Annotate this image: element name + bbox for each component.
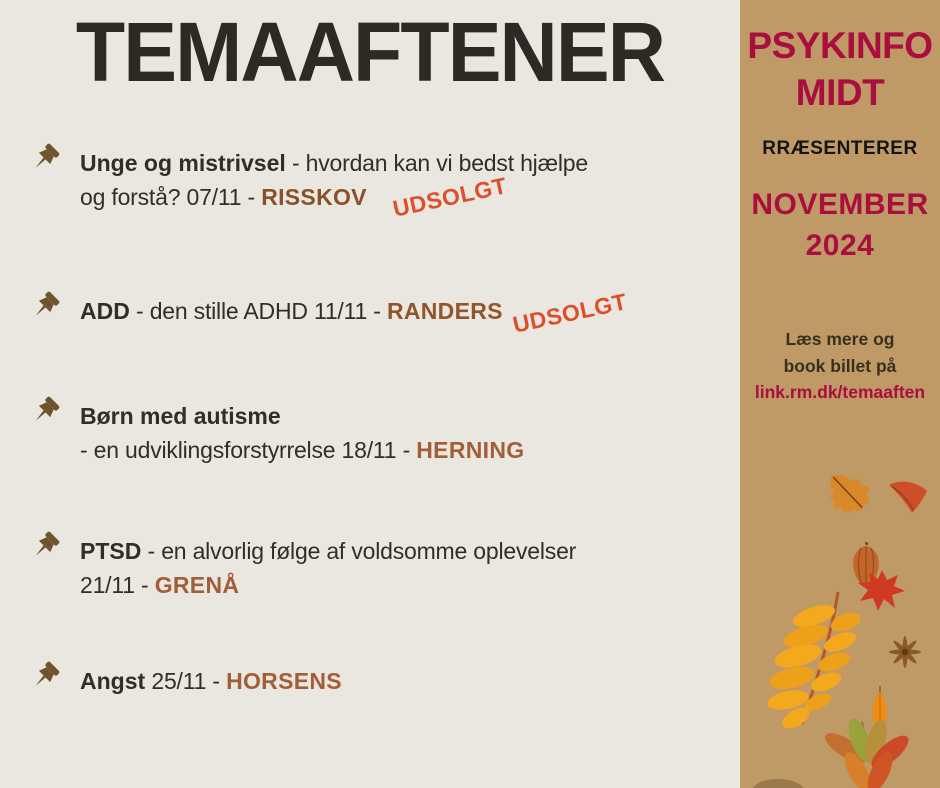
event-title: ADD — [80, 298, 130, 324]
month-line-1: NOVEMBER — [751, 188, 929, 221]
pushpin-icon — [28, 661, 64, 697]
event-item-ptsd — [28, 534, 576, 602]
event-location: HORSENS — [226, 668, 342, 694]
sidebar — [740, 0, 940, 788]
sold-out-badge: UDSOLGT — [510, 288, 630, 338]
event-description: - en udviklingsforstyrrelse 18/11 - — [80, 437, 411, 463]
booking-link: link.rm.dk/temaaften — [754, 382, 926, 402]
event-line-1 — [80, 534, 576, 568]
event-line-2 — [80, 180, 588, 214]
event-location: HERNING — [416, 437, 525, 463]
pushpin-icon — [28, 143, 64, 179]
event-description: og forstå? 07/11 - — [80, 184, 255, 210]
pushpin-icon — [28, 396, 64, 432]
acorn-icon — [752, 779, 804, 788]
creeper-leaf-icon — [824, 716, 914, 788]
event-location: RANDERS — [386, 298, 503, 324]
event-line-2 — [80, 568, 576, 602]
presenter-label: RRÆSENTERER — [762, 138, 918, 159]
event-description: 21/11 - — [80, 572, 149, 598]
rowan-leaf-icon — [762, 590, 860, 732]
booking-info: Læs mere og book billet på — [783, 329, 897, 376]
event-line-1 — [80, 294, 503, 328]
event-item-angst — [28, 664, 342, 698]
event-description: 25/11 - — [151, 668, 220, 694]
brand-name — [740, 22, 940, 116]
event-description: - en alvorlig følge af voldsomme oplevelser — [147, 538, 577, 564]
event-item-born-med-autisme — [28, 399, 524, 467]
event-item-unge-og-mistrivsel — [28, 146, 588, 222]
event-description: - hvordan kan vi bedst hjælpe — [291, 150, 588, 176]
event-description: - den stille ADHD 11/11 - — [136, 298, 381, 324]
event-title: Angst — [80, 668, 146, 694]
event-title: PTSD — [80, 538, 142, 564]
pushpin-icon — [28, 531, 64, 567]
brand-line-1: PSYKINFO — [747, 25, 933, 66]
event-title: Børn med autisme — [80, 403, 281, 429]
star-anise-icon — [886, 636, 924, 670]
oak-leaf-icon — [816, 466, 880, 526]
pushpin-icon — [28, 291, 64, 327]
page-title: TEMAAFTENER — [75, 5, 665, 99]
red-leaf-icon — [886, 477, 930, 517]
event-line-1 — [80, 399, 524, 433]
month-line-2: 2024 — [805, 229, 875, 262]
maple-leaf-icon — [856, 568, 906, 612]
event-location: RISSKOV — [261, 184, 367, 210]
month-label — [740, 184, 940, 266]
sold-out-badge: UDSOLGT — [390, 172, 510, 222]
event-line-1 — [80, 146, 588, 180]
event-location: GRENÅ — [154, 572, 240, 598]
event-title: Unge og mistrivsel — [80, 150, 286, 176]
event-line-2 — [80, 433, 524, 467]
brand-line-2: MIDT — [795, 72, 885, 113]
event-line-1 — [80, 664, 342, 698]
event-item-add — [28, 288, 630, 338]
